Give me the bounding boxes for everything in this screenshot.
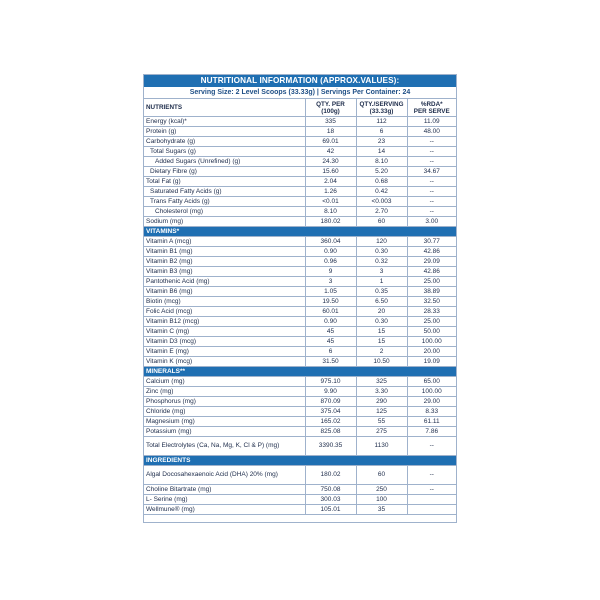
- nutrition-table: [144, 99, 456, 515]
- table-row: [144, 267, 456, 277]
- qty-per-serving: 3.30: [356, 387, 407, 397]
- qty-per-100g: 180.02: [305, 217, 356, 227]
- qty-per-serving: 35: [356, 505, 407, 515]
- rda-per-serve: 65.00: [407, 377, 456, 387]
- rda-per-serve: 28.33: [407, 307, 456, 317]
- qty-per-100g: 3390.35: [305, 437, 356, 456]
- nutrient-name: Total Fat (g): [144, 177, 305, 187]
- nutrient-name: L- Serine (mg): [144, 495, 305, 505]
- table-row: [144, 317, 456, 327]
- header-qty-per-100g-line2: (100g): [321, 107, 340, 115]
- table-row: [144, 307, 456, 317]
- nutrient-name: Vitamin K (mcg): [144, 357, 305, 367]
- section-header-row: [144, 227, 456, 237]
- qty-per-100g: 300.03: [305, 495, 356, 505]
- nutrient-name: Saturated Fatty Acids (g): [144, 187, 305, 197]
- qty-per-100g: 870.09: [305, 397, 356, 407]
- rda-per-serve: 29.09: [407, 257, 456, 267]
- qty-per-serving: 6: [356, 127, 407, 137]
- table-row: [144, 277, 456, 287]
- qty-per-serving: 0.35: [356, 287, 407, 297]
- qty-per-100g: 15.60: [305, 167, 356, 177]
- qty-per-100g: 105.01: [305, 505, 356, 515]
- qty-per-serving: 60: [356, 217, 407, 227]
- header-qty-per-serving: [356, 99, 407, 117]
- qty-per-serving: 15: [356, 327, 407, 337]
- nutrient-name: Cholesterol (mg): [144, 207, 305, 217]
- section-title: VITAMINS*: [144, 227, 456, 237]
- qty-per-serving: 8.10: [356, 157, 407, 167]
- qty-per-100g: 60.01: [305, 307, 356, 317]
- nutrient-name: Vitamin A (mcg): [144, 237, 305, 247]
- qty-per-100g: 375.04: [305, 407, 356, 417]
- table-row: [144, 495, 456, 505]
- nutrient-name: Phosphorus (mg): [144, 397, 305, 407]
- rda-per-serve: --: [407, 157, 456, 167]
- table-row: [144, 505, 456, 515]
- table-row: [144, 397, 456, 407]
- rda-per-serve: 25.00: [407, 277, 456, 287]
- nutrient-name: Magnesium (mg): [144, 417, 305, 427]
- table-row: [144, 157, 456, 167]
- qty-per-serving: 15: [356, 337, 407, 347]
- rda-per-serve: 50.00: [407, 327, 456, 337]
- qty-per-100g: 45: [305, 337, 356, 347]
- table-row: [144, 357, 456, 367]
- table-row: [144, 207, 456, 217]
- section-header-row: [144, 456, 456, 466]
- table-row: [144, 137, 456, 147]
- table-row: [144, 147, 456, 157]
- qty-per-100g: 1.05: [305, 287, 356, 297]
- qty-per-serving: 3: [356, 267, 407, 277]
- nutrient-name: Choline Bitartrate (mg): [144, 485, 305, 495]
- qty-per-serving: 125: [356, 407, 407, 417]
- table-row: [144, 347, 456, 357]
- rda-per-serve: --: [407, 177, 456, 187]
- qty-per-serving: 100: [356, 495, 407, 505]
- qty-per-100g: 2.04: [305, 177, 356, 187]
- qty-per-serving: 275: [356, 427, 407, 437]
- nutrient-name: Total Sugars (g): [144, 147, 305, 157]
- nutrient-name: Total Electrolytes (Ca, Na, Mg, K, Cl & P) (mg): [144, 437, 305, 456]
- table-row: [144, 485, 456, 495]
- nutrient-name: Carbohydrate (g): [144, 137, 305, 147]
- qty-per-100g: 18: [305, 127, 356, 137]
- qty-per-100g: 335: [305, 117, 356, 127]
- rda-per-serve: 3.00: [407, 217, 456, 227]
- nutrient-name: Vitamin D3 (mcg): [144, 337, 305, 347]
- qty-per-serving: 0.32: [356, 257, 407, 267]
- nutrient-name: Vitamin B6 (mg): [144, 287, 305, 297]
- qty-per-100g: 750.08: [305, 485, 356, 495]
- header-qty-per-100g: [305, 99, 356, 117]
- rda-per-serve: 25.00: [407, 317, 456, 327]
- table-row: [144, 197, 456, 207]
- table-row: [144, 117, 456, 127]
- nutrient-name: Calcium (mg): [144, 377, 305, 387]
- qty-per-serving: 55: [356, 417, 407, 427]
- nutrient-name: Algal Docosahexaenoic Acid (DHA) 20% (mg): [144, 466, 305, 485]
- rda-per-serve: 100.00: [407, 387, 456, 397]
- qty-per-100g: 24.30: [305, 157, 356, 167]
- table-row: [144, 427, 456, 437]
- rda-per-serve: 32.50: [407, 297, 456, 307]
- nutrient-name: Wellmune® (mg): [144, 505, 305, 515]
- nutrient-name: Vitamin B1 (mg): [144, 247, 305, 257]
- nutrient-name: Pantothenic Acid (mg): [144, 277, 305, 287]
- header-rda-line2: PER SERVE: [413, 107, 450, 115]
- qty-per-serving: 0.30: [356, 247, 407, 257]
- nutrient-name: Vitamin B2 (mg): [144, 257, 305, 267]
- qty-per-100g: 9: [305, 267, 356, 277]
- rda-per-serve: 29.00: [407, 397, 456, 407]
- rda-per-serve: 61.11: [407, 417, 456, 427]
- table-row: [144, 187, 456, 197]
- nutrient-name: Added Sugars (Unrefined) (g): [144, 157, 305, 167]
- nutrient-name: Vitamin C (mg): [144, 327, 305, 337]
- qty-per-serving: 10.50: [356, 357, 407, 367]
- nutrient-name: Sodium (mg): [144, 217, 305, 227]
- rda-per-serve: --: [407, 197, 456, 207]
- qty-per-100g: 180.02: [305, 466, 356, 485]
- qty-per-serving: 0.68: [356, 177, 407, 187]
- header-rda-line1: %RDA*: [420, 100, 443, 108]
- header-rda: [407, 99, 456, 117]
- qty-per-100g: 45: [305, 327, 356, 337]
- nutrient-name: Biotin (mcg): [144, 297, 305, 307]
- rda-per-serve: 48.00: [407, 127, 456, 137]
- section-title: MINERALS**: [144, 367, 456, 377]
- qty-per-serving: 1130: [356, 437, 407, 456]
- nutrient-name: Protein (g): [144, 127, 305, 137]
- qty-per-100g: 360.04: [305, 237, 356, 247]
- table-row: [144, 417, 456, 427]
- qty-per-serving: 60: [356, 466, 407, 485]
- nutrient-name: Folic Acid (mcg): [144, 307, 305, 317]
- nutrient-name: Vitamin B3 (mg): [144, 267, 305, 277]
- qty-per-serving: 23: [356, 137, 407, 147]
- header-qty-per-serving-line1: QTY./SERVING: [359, 100, 404, 108]
- table-row: [144, 287, 456, 297]
- rda-per-serve: 42.86: [407, 247, 456, 257]
- qty-per-100g: 975.10: [305, 377, 356, 387]
- qty-per-serving: 6.50: [356, 297, 407, 307]
- table-row: [144, 437, 456, 456]
- qty-per-100g: 1.26: [305, 187, 356, 197]
- qty-per-serving: 14: [356, 147, 407, 157]
- table-row: [144, 377, 456, 387]
- qty-per-100g: 0.96: [305, 257, 356, 267]
- qty-per-serving: 112: [356, 117, 407, 127]
- nutrient-name: Energy (kcal)*: [144, 117, 305, 127]
- qty-per-serving: 2: [356, 347, 407, 357]
- table-row: [144, 257, 456, 267]
- header-qty-per-100g-line1: QTY. PER: [316, 100, 345, 108]
- rda-per-serve: --: [407, 437, 456, 456]
- qty-per-100g: 69.01: [305, 137, 356, 147]
- qty-per-100g: <0.01: [305, 197, 356, 207]
- qty-per-serving: 120: [356, 237, 407, 247]
- header-nutrients: NUTRIENTS: [144, 99, 305, 117]
- nutrient-name: Vitamin B12 (mcg): [144, 317, 305, 327]
- qty-per-serving: 5.20: [356, 167, 407, 177]
- nutrient-name: Potassium (mg): [144, 427, 305, 437]
- rda-per-serve: 8.33: [407, 407, 456, 417]
- qty-per-100g: 825.08: [305, 427, 356, 437]
- rda-per-serve: 38.89: [407, 287, 456, 297]
- table-row: [144, 167, 456, 177]
- section-title: INGREDIENTS: [144, 456, 456, 466]
- qty-per-serving: 250: [356, 485, 407, 495]
- rda-per-serve: 11.09: [407, 117, 456, 127]
- nutrition-facts-panel: [143, 74, 457, 523]
- qty-per-100g: 42: [305, 147, 356, 157]
- section-header-row: [144, 367, 456, 377]
- rda-per-serve: --: [407, 207, 456, 217]
- nutrient-name: Trans Fatty Acids (g): [144, 197, 305, 207]
- rda-per-serve: 20.00: [407, 347, 456, 357]
- qty-per-serving: <0.003: [356, 197, 407, 207]
- rda-per-serve: 42.86: [407, 267, 456, 277]
- qty-per-serving: 1: [356, 277, 407, 287]
- nutrient-name: Dietary Fibre (g): [144, 167, 305, 177]
- nutrient-name: Zinc (mg): [144, 387, 305, 397]
- nutrient-name: Vitamin E (mg): [144, 347, 305, 357]
- qty-per-100g: 31.50: [305, 357, 356, 367]
- table-row: [144, 466, 456, 485]
- header-qty-per-serving-line2: (33.33g): [369, 107, 394, 115]
- qty-per-100g: 0.90: [305, 247, 356, 257]
- qty-per-100g: 8.10: [305, 207, 356, 217]
- table-row: [144, 297, 456, 307]
- rda-per-serve: [407, 505, 456, 515]
- rda-per-serve: 30.77: [407, 237, 456, 247]
- table-row: [144, 407, 456, 417]
- qty-per-100g: 165.02: [305, 417, 356, 427]
- qty-per-100g: 0.90: [305, 317, 356, 327]
- table-row: [144, 217, 456, 227]
- table-row: [144, 247, 456, 257]
- serving-info: Serving Size: 2 Level Scoops (33.33g) | Servings Per Container: 24: [144, 87, 456, 99]
- qty-per-serving: 20: [356, 307, 407, 317]
- table-row: [144, 327, 456, 337]
- rda-per-serve: 100.00: [407, 337, 456, 347]
- rda-per-serve: [407, 495, 456, 505]
- rda-per-serve: 7.86: [407, 427, 456, 437]
- nutrition-table-body: [144, 117, 456, 515]
- table-row: [144, 237, 456, 247]
- nutrient-name: Chloride (mg): [144, 407, 305, 417]
- rda-per-serve: --: [407, 137, 456, 147]
- rda-per-serve: --: [407, 466, 456, 485]
- rda-per-serve: 34.67: [407, 167, 456, 177]
- qty-per-100g: 3: [305, 277, 356, 287]
- rda-per-serve: --: [407, 187, 456, 197]
- qty-per-serving: 325: [356, 377, 407, 387]
- table-row: [144, 387, 456, 397]
- table-row: [144, 177, 456, 187]
- rda-per-serve: --: [407, 147, 456, 157]
- qty-per-serving: 0.42: [356, 187, 407, 197]
- qty-per-serving: 2.70: [356, 207, 407, 217]
- rda-per-serve: --: [407, 485, 456, 495]
- table-row: [144, 127, 456, 137]
- table-row: [144, 337, 456, 347]
- qty-per-100g: 6: [305, 347, 356, 357]
- qty-per-100g: 9.90: [305, 387, 356, 397]
- qty-per-serving: 290: [356, 397, 407, 407]
- qty-per-100g: 19.50: [305, 297, 356, 307]
- rda-per-serve: 19.09: [407, 357, 456, 367]
- qty-per-serving: 0.30: [356, 317, 407, 327]
- nutrition-title: NUTRITIONAL INFORMATION (APPROX.VALUES):: [144, 75, 456, 87]
- table-header-row: [144, 99, 456, 117]
